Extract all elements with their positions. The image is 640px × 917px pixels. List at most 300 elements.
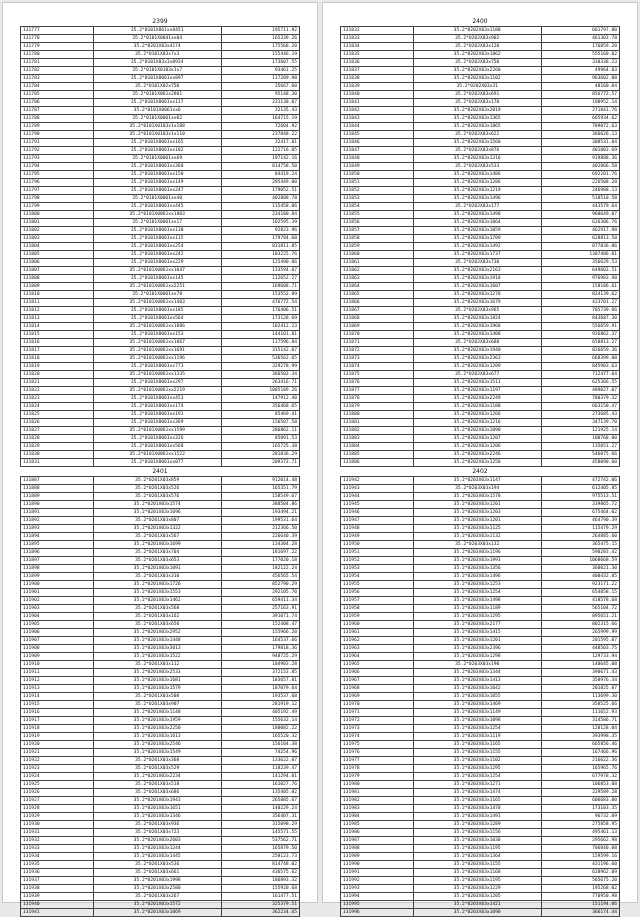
account-number-cell: 35.2*0202X03x1278	[413, 291, 541, 299]
row-id-cell: 131911	[21, 669, 94, 677]
amount-cell: 182412.23	[221, 323, 299, 331]
table-row	[341, 621, 620, 629]
account-number-cell: 35.2*0203X03x1498	[413, 597, 541, 605]
amount-cell: 423701.27	[541, 299, 619, 307]
row-id-cell: 131805	[21, 251, 94, 259]
account-number-cell: 35.2*0101X0061xx773	[93, 363, 221, 371]
account-number-cell: 35.2*0202X03x533	[413, 163, 541, 171]
table-row	[341, 419, 620, 427]
row-id-cell: 131938	[21, 885, 94, 893]
row-id-cell: 131907	[21, 637, 94, 645]
row-id-cell: 131780	[21, 51, 94, 59]
row-id-cell: 131866	[341, 299, 414, 307]
table-row	[341, 59, 620, 67]
amount-cell: 100768.00	[541, 435, 619, 443]
table-row	[21, 685, 300, 693]
amount-cell: 402866.58	[541, 163, 619, 171]
table-row	[341, 203, 620, 211]
amount-cell: 74254.96	[221, 749, 299, 757]
account-number-cell: 35.2*0202X03x1286	[413, 179, 541, 187]
account-number-cell: 35.2*0201X03x2533	[93, 669, 221, 677]
amount-cell: 308531.04	[541, 139, 619, 147]
table-row	[341, 291, 620, 299]
row-id-cell: 131832	[341, 27, 414, 35]
account-number-cell: 35.2*0101X0061xx6	[93, 107, 221, 115]
amount-cell: 193494.21	[221, 509, 299, 517]
account-number-cell: 35.2*0203X03x1415	[413, 629, 541, 637]
row-id-cell: 131781	[21, 59, 94, 67]
account-number-cell: 35.2*0201X03x650	[93, 621, 221, 629]
row-id-cell: 131848	[341, 155, 414, 163]
table-title: 2401	[152, 468, 168, 475]
account-number-cell: 35.2*0201X03x529	[93, 765, 221, 773]
amount-cell: 661797.80	[541, 27, 619, 35]
table-row	[21, 669, 300, 677]
table-row	[21, 131, 300, 139]
table-row	[341, 861, 620, 869]
amount-cell: 197142.16	[221, 155, 299, 163]
amount-cell: 626306.76	[541, 219, 619, 227]
table-row	[21, 155, 300, 163]
row-id-cell: 131852	[341, 187, 414, 195]
amount-cell: 843687.30	[541, 315, 619, 323]
table-row	[21, 211, 300, 219]
account-number-cell: 35.2*0201X03x1572	[93, 901, 221, 909]
table-row	[21, 509, 300, 517]
table-row	[21, 573, 300, 581]
amount-cell: 464790.39	[541, 517, 619, 525]
row-id-cell: 131952	[341, 557, 414, 565]
amount-cell: 183657.81	[221, 677, 299, 685]
table-row	[21, 757, 300, 765]
amount-cell: 156104.38	[221, 741, 299, 749]
amount-cell: 169608.71	[221, 283, 299, 291]
table-row	[341, 51, 620, 59]
table-row	[21, 909, 300, 917]
account-number-cell: 35.2*0201X03x2952	[93, 629, 221, 637]
row-id-cell: 131840	[341, 91, 414, 99]
account-number-cell: 35.2*0201X03x526	[93, 485, 221, 493]
amount-cell: 372153.85	[221, 669, 299, 677]
table-row	[341, 363, 620, 371]
account-number-cell: 35.2*0101X0061xx2251	[93, 283, 221, 291]
amount-cell: 112652.27	[221, 275, 299, 283]
amount-cell: 125490.86	[221, 259, 299, 267]
table-row	[21, 749, 300, 757]
row-id-cell: 131936	[21, 869, 94, 877]
row-id-cell: 131961	[341, 629, 414, 637]
table-row	[341, 725, 620, 733]
amount-cell: 273685.43	[541, 411, 619, 419]
row-id-cell: 131845	[341, 131, 414, 139]
amount-cell: 628813.58	[541, 235, 619, 243]
account-number-cell: 35.2*0202X03x1940	[413, 347, 541, 355]
account-number-cell: 35.2*0201X03x1553	[93, 589, 221, 597]
amount-cell: 161477.51	[221, 893, 299, 901]
table-row	[21, 677, 300, 685]
amount-cell: 314586.71	[541, 717, 619, 725]
account-number-cell: 35.2*0101X0061xx115	[93, 235, 221, 243]
amount-cell: 590283.42	[541, 549, 619, 557]
amount-cell: 366174.44	[541, 909, 619, 917]
row-id-cell: 131932	[21, 837, 94, 845]
account-number-cell: 35.2*0202X03x1216	[413, 419, 541, 427]
account-number-cell: 35.2*0203X03x1125	[413, 525, 541, 533]
row-id-cell: 131839	[341, 83, 414, 91]
amount-cell: 173128.69	[221, 315, 299, 323]
amount-cell: 495461.13	[541, 829, 619, 837]
amount-cell: 845903.63	[541, 363, 619, 371]
account-number-cell: 35.2*0201X03x536	[93, 861, 221, 869]
account-number-cell: 35.2*0203X03x1478	[413, 805, 541, 813]
amount-cell: 712477.64	[541, 371, 619, 379]
table-row	[341, 411, 620, 419]
row-id-cell: 131863	[341, 275, 414, 283]
amount-cell: 155632.14	[221, 717, 299, 725]
amount-cell: 201595.07	[541, 637, 619, 645]
row-id-cell: 131962	[341, 637, 414, 645]
account-number-cell: 35.2*0203X03x2177	[413, 621, 541, 629]
amount-cell: 129733.94	[541, 653, 619, 661]
table-row	[21, 371, 300, 379]
account-number-cell: 35.2*0201X03x1681	[93, 677, 221, 685]
account-number-cell: 35.2*0101X0061xx1867	[93, 339, 221, 347]
account-number-cell: 35.2*0203X03x1168	[413, 869, 541, 877]
table-row	[341, 307, 620, 315]
account-number-cell: 35.2*0101X0061xx897	[93, 75, 221, 83]
amount-cell: 295449.00	[221, 179, 299, 187]
row-id-cell: 131908	[21, 645, 94, 653]
row-id-cell: 131802	[21, 227, 94, 235]
account-number-cell: 35.2*0101X0103x1x110	[93, 131, 221, 139]
row-id-cell: 131822	[21, 387, 94, 395]
table-row	[341, 789, 620, 797]
table-row	[341, 717, 620, 725]
row-id-cell: 131838	[341, 75, 414, 83]
amount-cell: 537562.71	[221, 837, 299, 845]
table-row	[21, 477, 300, 485]
account-number-cell: 35.2*0101X0061xx145	[93, 275, 221, 283]
account-number-cell: 35.2*0203X03x1030	[413, 837, 541, 845]
amount-cell: 649603.51	[541, 267, 619, 275]
table-row	[341, 877, 620, 885]
table-row	[341, 195, 620, 203]
row-id-cell: 131827	[21, 427, 94, 435]
table-row	[21, 637, 300, 645]
row-id-cell: 131904	[21, 613, 94, 621]
table-row	[21, 533, 300, 541]
account-number-cell: 35.2*0203X03x1364	[413, 853, 541, 861]
account-number-cell: 35.2*0101X061x2801	[93, 91, 221, 99]
account-number-cell: 35.2*0101X0061xx568	[93, 443, 221, 451]
row-id-cell: 131977	[341, 757, 414, 765]
table-row	[21, 661, 300, 669]
row-id-cell: 131968	[341, 685, 414, 693]
amount-cell: 190952.14	[541, 99, 619, 107]
table-row	[21, 829, 300, 837]
row-id-cell: 131804	[21, 243, 94, 251]
row-id-cell: 131942	[341, 477, 414, 485]
table-row	[21, 91, 300, 99]
table-row	[21, 243, 300, 251]
data-table	[340, 26, 620, 467]
account-number-cell: 35.2*0203X03x1298	[413, 653, 541, 661]
row-id-cell: 131886	[341, 459, 414, 467]
table-row	[21, 283, 300, 291]
row-id-cell: 131899	[21, 573, 94, 581]
table-row	[21, 315, 300, 323]
amount-cell: 32417.01	[221, 139, 299, 147]
table-row	[341, 477, 620, 485]
row-id-cell: 131788	[21, 115, 94, 123]
amount-cell: 393998.35	[541, 733, 619, 741]
row-id-cell: 131895	[21, 541, 94, 549]
row-id-cell: 131939	[21, 893, 94, 901]
account-number-cell: 35.2*0202X03x1209	[413, 363, 541, 371]
account-number-cell: 35.2*0202X03x1918	[413, 275, 541, 283]
table-row	[341, 549, 620, 557]
amount-cell: 195268.02	[541, 885, 619, 893]
amount-cell: 366626.13	[541, 131, 619, 139]
table-row	[21, 427, 300, 435]
row-id-cell: 131808	[21, 275, 94, 283]
table-row	[341, 773, 620, 781]
amount-cell: 654858.15	[541, 589, 619, 597]
amount-cell: 141294.01	[221, 773, 299, 781]
amount-cell: 852790.29	[221, 581, 299, 589]
amount-cell: 358525.66	[541, 701, 619, 709]
amount-cell: 675464.02	[541, 509, 619, 517]
amount-cell: 975513.51	[541, 493, 619, 501]
amount-cell: 1068668.59	[541, 557, 619, 565]
table-row	[341, 27, 620, 35]
account-number-cell: 35.2*0101X0061xx1196	[93, 355, 221, 363]
account-number-cell: 35.2*0201X03x661	[93, 869, 221, 877]
row-id-cell: 131892	[21, 517, 94, 525]
account-number-cell: 35.2*0101X02x750	[93, 83, 221, 91]
row-id-cell: 131797	[21, 187, 94, 195]
amount-cell: 135405.82	[221, 789, 299, 797]
account-number-cell: 35.2*0203X03x1474	[413, 789, 541, 797]
amount-cell: 93461.25	[221, 67, 299, 75]
table-row	[341, 885, 620, 893]
row-id-cell: 131858	[341, 235, 414, 243]
amount-cell: 257163.91	[221, 605, 299, 613]
account-number-cell: 35.2*0203X03x1098	[413, 717, 541, 725]
table-row	[21, 179, 300, 187]
amount-cell: 401803.69	[541, 147, 619, 155]
table-row	[341, 853, 620, 861]
row-id-cell: 131857	[341, 227, 414, 235]
account-number-cell: 35.2*0203X03x1201	[413, 501, 541, 509]
amount-cell: 96732.09	[541, 813, 619, 821]
account-number-cell: 35.2*0201X03x508	[93, 693, 221, 701]
row-id-cell: 131900	[21, 581, 94, 589]
row-id-cell: 131922	[21, 757, 94, 765]
account-number-cell: 35.2*0101X0061xx564	[93, 315, 221, 323]
row-id-cell: 131876	[341, 379, 414, 387]
amount-cell: 121925.14	[541, 427, 619, 435]
amount-cell: 95148.30	[221, 91, 299, 99]
amount-cell: 106853.08	[541, 781, 619, 789]
amount-cell: 226640.39	[221, 533, 299, 541]
amount-cell: 111652.93	[541, 709, 619, 717]
table-block	[20, 17, 300, 467]
amount-cell: 546075.66	[541, 451, 619, 459]
account-number-cell: 35.2*0201X03x368	[93, 757, 221, 765]
account-number-cell: 35.2*0203X03x1491	[413, 813, 541, 821]
row-id-cell: 131947	[341, 517, 414, 525]
table-row	[21, 307, 300, 315]
amount-cell: 195711.92	[221, 27, 299, 35]
row-id-cell: 131837	[341, 67, 414, 75]
account-number-cell: 35.2*0203X03x190	[413, 661, 541, 669]
amount-cell: 182122.24	[221, 565, 299, 573]
account-number-cell: 35.2*0203X03x1156	[413, 829, 541, 837]
account-number-cell: 35.2*0201X03x936	[93, 821, 221, 829]
amount-cell: 347139.70	[541, 419, 619, 427]
account-number-cell: 35.2*0203X03x1578	[413, 493, 541, 501]
amount-cell: 366503.34	[221, 371, 299, 379]
account-number-cell: 35.2*0202X03x2363	[413, 355, 541, 363]
amount-cell: 926862.37	[541, 331, 619, 339]
account-number-cell: 35.2*0203X03x1102	[413, 757, 541, 765]
row-id-cell: 131926	[21, 789, 94, 797]
amount-cell: 968649.07	[541, 211, 619, 219]
table-row	[341, 67, 620, 75]
account-number-cell: 35.2*0203X03x1205	[413, 893, 541, 901]
page-right	[322, 2, 638, 915]
account-number-cell: 35.2*0203X03x1165	[413, 741, 541, 749]
row-id-cell: 131881	[341, 419, 414, 427]
account-number-cell: 35.2*0201X03x723	[93, 829, 221, 837]
account-number-cell: 35.2*0202X03x1709	[413, 235, 541, 243]
account-number-cell: 35.2*0201X03x1322	[93, 525, 221, 533]
table-row	[21, 493, 300, 501]
table-row	[341, 147, 620, 155]
table-row	[341, 797, 620, 805]
account-number-cell: 35.2*0203X03x1254	[413, 773, 541, 781]
row-id-cell: 131818	[21, 355, 94, 363]
account-number-cell: 35.2*0203X03x1469	[413, 701, 541, 709]
table-row	[341, 155, 620, 163]
amount-cell: 152408.47	[221, 621, 299, 629]
account-number-cell: 35.2*0101X0061xx17	[93, 219, 221, 227]
table-row	[341, 323, 620, 331]
row-id-cell: 131976	[341, 749, 414, 757]
row-id-cell: 131896	[21, 549, 94, 557]
account-number-cell: 35.2*0203X03x1195	[413, 877, 541, 885]
amount-cell: 360021.30	[541, 565, 619, 573]
row-id-cell: 131985	[341, 821, 414, 829]
table-row	[21, 813, 300, 821]
row-id-cell: 131791	[21, 139, 94, 147]
amount-cell: 1085189.26	[221, 387, 299, 395]
table-row	[21, 597, 300, 605]
amount-cell: 665856.46	[541, 741, 619, 749]
row-id-cell: 131889	[21, 493, 94, 501]
amount-cell: 193537.68	[221, 693, 299, 701]
account-number-cell: 35.2*0101X0061xx149	[93, 179, 221, 187]
account-number-cell: 35.2*0201X03x1998	[93, 877, 221, 885]
row-id-cell: 131990	[341, 861, 414, 869]
row-id-cell: 131917	[21, 717, 94, 725]
row-id-cell: 131893	[21, 525, 94, 533]
table-row	[21, 171, 300, 179]
account-number-cell: 35.2*0101X0061xx102	[93, 147, 221, 155]
account-number-cell: 35.2*0202X03x1207	[413, 435, 541, 443]
table-title: 2399	[152, 18, 168, 25]
row-id-cell: 131880	[341, 411, 414, 419]
account-number-cell: 35.2*0203X03x1289	[413, 821, 541, 829]
amount-cell: 186893.32	[221, 877, 299, 885]
row-id-cell: 131885	[341, 451, 414, 459]
amount-cell: 263416.71	[221, 379, 299, 387]
amount-cell: 856772.57	[541, 91, 619, 99]
amount-cell: 612405.85	[541, 485, 619, 493]
table-row	[341, 693, 620, 701]
table-row	[21, 797, 300, 805]
row-id-cell: 131816	[21, 339, 94, 347]
account-number-cell: 35.2*0203X03x1201	[413, 517, 541, 525]
account-number-cell: 35.2*0202X03x1560	[413, 139, 541, 147]
row-id-cell: 131844	[341, 123, 414, 131]
table-row	[341, 99, 620, 107]
amount-cell: 32135.43	[221, 107, 299, 115]
table-row	[21, 837, 300, 845]
table-row	[21, 781, 300, 789]
row-id-cell: 131905	[21, 621, 94, 629]
table-row	[21, 459, 300, 467]
table-row	[341, 131, 620, 139]
account-number-cell: 35.2*0202X03x1968	[413, 323, 541, 331]
table-row	[341, 43, 620, 51]
table-row	[21, 517, 300, 525]
account-number-cell: 35.2*0202X03x120	[413, 43, 541, 51]
amount-cell: 295662.98	[541, 837, 619, 845]
account-number-cell: 35.2*0202X03x1316	[413, 155, 541, 163]
amount-cell: 133594.07	[221, 267, 299, 275]
account-number-cell: 35.2*0203X03x1421	[413, 901, 541, 909]
account-number-cell: 35.2*0201X03x2234	[93, 773, 221, 781]
row-id-cell: 131825	[21, 411, 94, 419]
amount-cell: 286862.11	[221, 427, 299, 435]
row-id-cell: 131941	[21, 909, 94, 917]
amount-cell: 144101.81	[221, 331, 299, 339]
account-number-cell: 35.2*0202X03x622	[413, 131, 541, 139]
amount-cell: 264885.60	[541, 533, 619, 541]
account-number-cell: 35.2*0203X03x1042	[413, 685, 541, 693]
row-id-cell: 131834	[341, 43, 414, 51]
row-id-cell: 131928	[21, 805, 94, 813]
account-number-cell: 35.2*0201X03x807	[93, 517, 221, 525]
account-number-cell: 35.2*0202X03x965	[413, 307, 541, 315]
account-number-cell: 35.2*0101X0061xx326	[93, 435, 221, 443]
row-id-cell: 131969	[341, 693, 414, 701]
amount-cell: 271841.76	[541, 107, 619, 115]
table-row	[21, 59, 300, 67]
row-id-cell: 131921	[21, 749, 94, 757]
row-id-cell: 131817	[21, 347, 94, 355]
table-row	[341, 91, 620, 99]
row-id-cell: 131984	[341, 813, 414, 821]
table-row	[21, 227, 300, 235]
account-number-cell: 35.2*0203X03x1147	[413, 477, 541, 485]
account-number-cell: 35.2*0101X0061xx02	[93, 115, 221, 123]
table-row	[341, 757, 620, 765]
amount-cell: 84419.24	[221, 171, 299, 179]
row-id-cell: 131862	[341, 267, 414, 275]
